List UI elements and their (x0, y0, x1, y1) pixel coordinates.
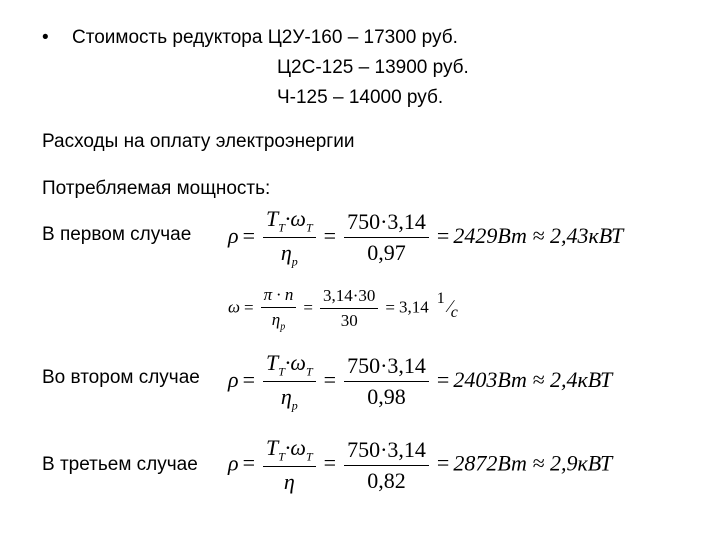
fraction-numerator: 750·3,14 (344, 353, 429, 382)
case2-numeric-fraction (344, 353, 429, 410)
subscript: р (291, 254, 298, 269)
cost-line-ch-125: Ч-125 – 14000 руб. (277, 87, 444, 108)
per-second-unit (435, 289, 465, 324)
equals-sign: = (242, 222, 255, 248)
torque-symbol: T (265, 435, 279, 460)
equals-sign: = (436, 222, 450, 248)
equals-sign: = (242, 450, 255, 476)
subscript: T (278, 449, 285, 464)
fraction-numerator (263, 435, 316, 467)
unit-slash: ∕ (448, 295, 452, 316)
cost-line-ts2u-160: Стоимость редуктора Ц2У-160 – 17300 руб. (72, 27, 458, 48)
fraction-denominator (263, 467, 316, 495)
power-heading: Потребляемая мощность: (42, 178, 271, 199)
fraction-denominator (263, 238, 316, 269)
omega-symbolic-fraction (261, 285, 297, 332)
case2-result: 2403Вт ≈ 2,4кВТ (453, 366, 613, 392)
torque-symbol: T (265, 350, 279, 375)
fraction-denominator: 0,97 (367, 240, 406, 266)
subscript: T (305, 449, 313, 464)
fraction-denominator (261, 308, 297, 332)
omega-symbol: ·ω (284, 206, 306, 231)
rho-symbol: ρ (228, 366, 239, 392)
equals-sign: = (436, 450, 450, 476)
case1-label: В первом случае (42, 224, 192, 245)
fraction-denominator: 0,82 (367, 467, 406, 493)
eta-symbol: η (280, 384, 292, 410)
subscript: р (291, 398, 298, 413)
subscript: T (278, 364, 285, 379)
expenses-heading: Расходы на оплату электроэнергии (42, 131, 355, 152)
omega-result: 3,14 (399, 297, 429, 317)
case3-formula (228, 435, 612, 495)
unit-numerator: 1 (436, 289, 445, 307)
omega-formula (228, 285, 465, 332)
eta-symbol: η (271, 310, 281, 329)
fraction-numerator: 3,14·30 (320, 286, 378, 309)
torque-symbol: T (265, 206, 279, 231)
case3-symbolic-fraction (263, 435, 316, 495)
case1-symbolic-fraction (263, 206, 316, 270)
case2-symbolic-fraction (263, 350, 316, 414)
equals-sign: = (242, 366, 255, 392)
case1-formula (228, 206, 623, 270)
equals-sign: = (436, 366, 450, 392)
equals-sign: = (303, 297, 313, 317)
unit-denominator: с (450, 303, 458, 321)
case2-label: Во втором случае (42, 367, 200, 388)
equals-sign: = (385, 297, 395, 317)
equals-sign: = (323, 222, 337, 248)
equals-sign: = (323, 450, 337, 476)
fraction-numerator: 750·3,14 (344, 437, 429, 466)
equals-sign: = (323, 366, 337, 392)
omega-symbol: ω (228, 297, 241, 317)
fraction-numerator: π · n (261, 285, 297, 308)
subscript: T (278, 220, 285, 235)
subscript: T (305, 220, 313, 235)
subscript: р (280, 321, 286, 333)
omega-symbol: ·ω (284, 435, 306, 460)
rho-symbol: ρ (228, 222, 239, 248)
bullet: • (42, 27, 49, 48)
case2-formula (228, 350, 612, 414)
fraction-numerator: 750·3,14 (344, 209, 429, 238)
eta-symbol: η (280, 240, 292, 266)
fraction-denominator: 0,98 (367, 384, 406, 410)
fraction-denominator (263, 382, 316, 413)
fraction-numerator (263, 206, 316, 238)
omega-numeric-fraction (320, 286, 378, 331)
cost-line-ts2s-125: Ц2С-125 – 13900 руб. (277, 57, 469, 78)
equals-sign: = (244, 297, 254, 317)
fraction-numerator (263, 350, 316, 382)
case1-result: 2429Вт ≈ 2,43кВТ (453, 222, 624, 248)
case1-numeric-fraction (344, 209, 429, 266)
eta-symbol: η (283, 469, 295, 495)
case3-numeric-fraction (344, 437, 429, 494)
case3-result: 2872Вт ≈ 2,9кВТ (453, 450, 613, 476)
subscript: T (305, 364, 313, 379)
omega-symbol: ·ω (284, 350, 306, 375)
fraction-denominator: 30 (340, 311, 358, 331)
case3-label: В третьем случае (42, 454, 198, 475)
rho-symbol: ρ (228, 450, 239, 476)
